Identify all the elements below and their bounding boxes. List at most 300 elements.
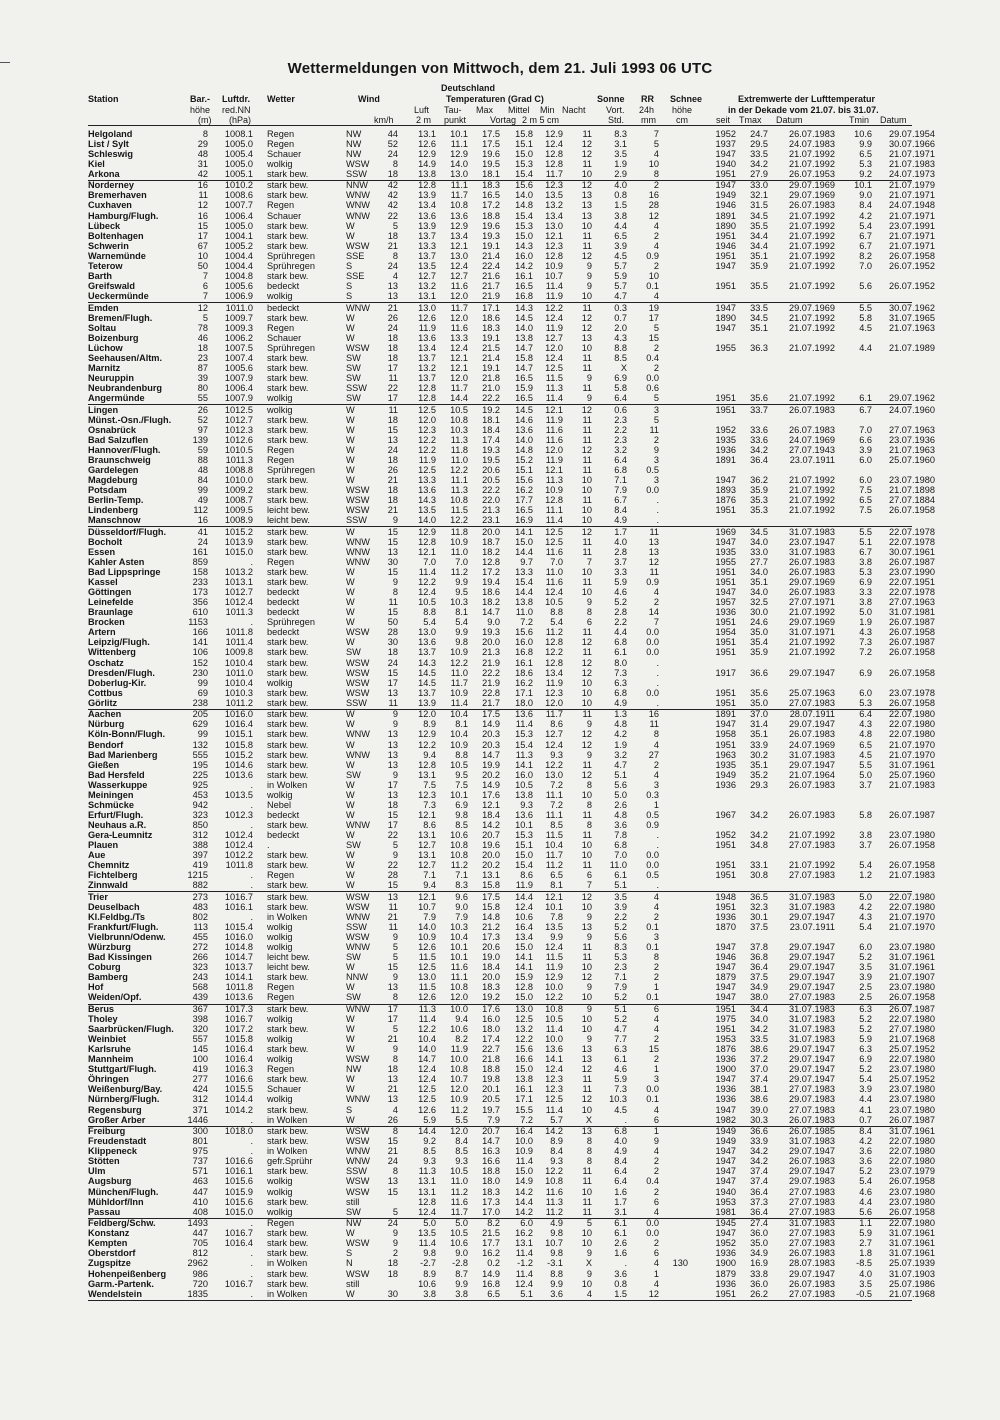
cell-height: 629 xyxy=(192,719,208,730)
cell-tmin: 5.2 xyxy=(859,1166,872,1177)
cell-tmin-date: 23.07.1980 xyxy=(889,1094,935,1105)
cell-min: 12.3 xyxy=(545,240,563,251)
cell-wind-dir: SSW xyxy=(346,1166,367,1177)
cell-night: 12 xyxy=(581,322,592,333)
cell-since: 1936 xyxy=(715,911,736,922)
cell-since: 1951 xyxy=(715,1288,736,1299)
cell-pressure: 1008.8 xyxy=(224,464,253,475)
cell-night: 9 xyxy=(586,393,592,403)
cell-air-temp: 12.7 xyxy=(418,840,436,850)
cell-since: 1900 xyxy=(715,1258,736,1269)
cell-rain: 8 xyxy=(653,952,659,963)
cell-dew-point: 5.5 xyxy=(455,1114,468,1125)
cell-mean: 16.4 xyxy=(515,922,533,932)
cell-max-prev: 19.9 xyxy=(482,759,500,770)
cell-min: 11.1 xyxy=(545,809,563,820)
cell-weather: stark bew. xyxy=(267,719,309,730)
cell-tmin-date: 27.07.1963 xyxy=(889,597,935,608)
cell-station: Regensburg xyxy=(88,1104,142,1115)
cell-station: List / Sylt xyxy=(88,138,129,149)
cell-rain: 1 xyxy=(653,1126,659,1137)
cell-mean: 15.6 xyxy=(515,475,533,485)
cell-night: 12 xyxy=(581,404,592,415)
cell-rain: 0.0 xyxy=(646,850,659,861)
cell-min: 12.1 xyxy=(545,230,563,241)
cell-night: 10 xyxy=(581,1024,592,1035)
table-row xyxy=(0,699,1000,709)
cell-max-prev: 14.2 xyxy=(482,819,500,830)
table-row xyxy=(0,1167,1000,1177)
cell-tmax-date: 27.07.1983 xyxy=(789,1104,835,1115)
cell-station: Münst.-Osn./Flugh. xyxy=(88,414,172,425)
cell-tmin: 1.2 xyxy=(859,870,872,881)
cell-tmin: 5.9 xyxy=(859,1228,872,1239)
cell-max-prev: 19.5 xyxy=(482,158,500,169)
cell-tmax-date: 26.07.1983 xyxy=(789,557,835,567)
cell-min: 12.8 xyxy=(545,148,563,159)
cell-dew-point: 11.2 xyxy=(450,1104,468,1115)
cell-height: 367 xyxy=(192,1004,208,1014)
cell-wind-dir: W xyxy=(346,607,355,618)
cell-pressure: 1007.5 xyxy=(224,342,253,353)
cell-sunshine: X xyxy=(620,362,627,373)
cell-station: Wasserkuppe xyxy=(88,779,148,790)
cell-pressure: 1017.2 xyxy=(224,1024,253,1035)
cell-tmax-date: 29.07.1947 xyxy=(789,1064,835,1075)
cell-tmax: 33.6 xyxy=(750,434,768,445)
cell-min: 9.9 xyxy=(550,1278,563,1289)
cell-night: 7 xyxy=(586,557,592,567)
cell-min: 9.8 xyxy=(550,1228,563,1239)
cell-night: 9 xyxy=(586,1004,592,1014)
cell-tmin: 3.3 xyxy=(859,587,872,598)
cell-air-temp: 12.1 xyxy=(418,546,436,557)
cell-night: 12 xyxy=(581,729,592,740)
cell-wind-speed: 18 xyxy=(387,485,398,496)
cell-night: 10 xyxy=(581,567,592,578)
cell-max-prev: 17.6 xyxy=(482,789,500,800)
header-wind: Wind xyxy=(358,94,380,104)
cell-tmax: 34.5 xyxy=(750,210,768,221)
cell-night: 12 xyxy=(581,312,592,323)
table-row xyxy=(0,406,1000,416)
header-seit: seit xyxy=(716,115,731,125)
cell-tmax: 37.0 xyxy=(750,709,768,720)
cell-tmin-date: 26.07.1987 xyxy=(889,617,935,628)
cell-dew-point: 3.8 xyxy=(455,1288,468,1299)
cell-night: 11 xyxy=(582,647,592,658)
cell-weather: stark bew. xyxy=(267,1248,309,1259)
cell-tmin: 3.7 xyxy=(859,779,872,790)
cell-sunshine: 6.5 xyxy=(614,230,627,241)
cell-wind-speed: 13 xyxy=(387,1094,398,1105)
cell-since: 1951 xyxy=(715,567,736,578)
cell-since: 1947 xyxy=(715,1228,736,1239)
table-row xyxy=(0,1280,1000,1290)
cell-wind-dir: WSW xyxy=(346,627,370,638)
cell-sunshine: 4.8 xyxy=(614,719,627,730)
cell-weather: stark bew. xyxy=(267,657,309,668)
cell-tmax: 35.1 xyxy=(750,729,768,740)
cell-tmin-date: 31.07.1961 xyxy=(889,962,935,973)
cell-weather: stark bew. xyxy=(267,168,309,179)
cell-air-temp: 12.2 xyxy=(418,434,436,445)
cell-pressure: 1015.6 xyxy=(224,1176,253,1187)
cell-pressure: 1008.6 xyxy=(224,190,253,201)
cell-tmax-date: 29.07.1947 xyxy=(789,759,835,770)
cell-air-temp: 12.4 xyxy=(418,1206,436,1217)
cell-dew-point: 11.7 xyxy=(450,382,468,393)
cell-tmax-date: 31.07.1983 xyxy=(789,901,835,912)
cell-min: 11.2 xyxy=(545,1206,563,1217)
cell-tmax-date: 29.07.1969 xyxy=(789,190,835,201)
cell-wind-speed: 13 xyxy=(387,1176,398,1187)
cell-wind-dir: W xyxy=(346,799,355,810)
cell-pressure: . xyxy=(250,1248,253,1259)
cell-wind-speed: 18 xyxy=(387,168,398,179)
cell-station: Weiden/Opf. xyxy=(88,992,142,1003)
cell-rain: 2 xyxy=(653,230,659,241)
cell-sunshine: 8.3 xyxy=(614,128,627,139)
cell-dew-point: 14.4 xyxy=(450,393,468,403)
cell-wind-speed: 4 xyxy=(392,1104,398,1115)
cell-weather: bedeckt xyxy=(267,627,300,638)
cell-tmin: 9.9 xyxy=(859,138,872,149)
cell-station: Frankfurt/Flugh. xyxy=(88,922,159,932)
cell-air-temp: 14.0 xyxy=(418,1044,436,1055)
table-row xyxy=(0,1198,1000,1208)
cell-dew-point: 11.0 xyxy=(450,454,468,465)
cell-min: 11.6 xyxy=(545,424,563,435)
cell-pressure: 1006.9 xyxy=(224,290,253,301)
cell-tmax-date: 21.07.1992 xyxy=(789,250,835,261)
cell-tmax: 34.8 xyxy=(750,840,768,850)
cell-wind-dir: W xyxy=(346,789,355,800)
cell-height: 1153 xyxy=(188,617,208,628)
cell-height: 48 xyxy=(197,464,208,475)
cell-tmin: 6.5 xyxy=(859,739,872,750)
cell-pressure: 1014.7 xyxy=(224,952,253,963)
cell-night: 10 xyxy=(581,850,592,861)
cell-since: 1963 xyxy=(715,749,736,760)
cell-since: 1951 xyxy=(715,1004,736,1014)
cell-pressure: 1011.8 xyxy=(225,982,253,993)
table-row xyxy=(0,963,1000,973)
cell-tmin: 4.5 xyxy=(859,749,872,760)
cell-min: 11.0 xyxy=(545,567,563,578)
cell-weather: in Wolken xyxy=(267,1146,308,1157)
cell-max-prev: 18.8 xyxy=(482,1166,500,1177)
table-row xyxy=(0,304,1000,314)
cell-air-temp: 13.7 xyxy=(418,687,436,698)
cell-dew-point: 7.0 xyxy=(455,557,468,567)
cell-weather: wolkig xyxy=(267,677,293,688)
cell-dew-point: 11.1 xyxy=(450,475,468,485)
cell-wind-speed: 13 xyxy=(387,891,398,902)
cell-mean: 15.3 xyxy=(515,220,533,231)
cell-tmin-date: 26.07.1987 xyxy=(889,557,935,567)
cell-tmin-date: 24.07.1948 xyxy=(889,200,935,211)
cell-weather: stark bew. xyxy=(267,577,309,588)
cell-mean: 11.9 xyxy=(515,880,533,891)
cell-rain: 7 xyxy=(653,128,659,139)
cell-rain: 11 xyxy=(649,719,659,730)
cell-tmax-date: 26.07.1983 xyxy=(789,1248,835,1259)
cell-tmax-date: 21.07.1964 xyxy=(789,769,835,780)
cell-since: 1951 xyxy=(715,647,736,658)
cell-height: 371 xyxy=(192,1104,208,1115)
cell-mean: 14.5 xyxy=(515,312,533,323)
cell-height: 1215 xyxy=(187,870,208,881)
cell-tmax-date: 21.07.1992 xyxy=(789,158,835,169)
cell-height: 408 xyxy=(192,1206,208,1217)
cell-wind-dir: NW xyxy=(346,1218,362,1229)
cell-wind-dir: WNW xyxy=(346,1156,370,1167)
cell-max-prev: 19.3 xyxy=(482,230,500,241)
cell-tmax-date: 28.07.1911 xyxy=(789,709,835,720)
cell-tmax-date: 21.07.1992 xyxy=(789,860,835,871)
cell-tmin-date: 29.07.1962 xyxy=(889,393,935,403)
cell-mean: 16.2 xyxy=(515,485,533,496)
cell-height: 46 xyxy=(197,332,208,343)
cell-max-prev: 18.2 xyxy=(482,546,500,557)
cell-max-prev: 17.5 xyxy=(482,128,500,139)
cell-weather: Regen xyxy=(267,200,295,211)
cell-mean: 12.4 xyxy=(515,901,533,912)
cell-tmax: 38.0 xyxy=(750,992,768,1003)
cell-tmax-date: 21.07.1992 xyxy=(789,260,835,271)
cell-height: 99 xyxy=(197,729,208,740)
cell-tmin: 6.9 xyxy=(859,667,872,678)
cell-mean: 16.5 xyxy=(515,372,533,383)
cell-wind-speed: 22 xyxy=(387,382,398,393)
cell-max-prev: 14.9 xyxy=(482,719,500,730)
cell-min: 10.0 xyxy=(545,982,563,993)
cell-station: Essen xyxy=(88,546,116,557)
cell-wind-speed: 15 xyxy=(387,880,398,891)
cell-dew-point: 10.4 xyxy=(450,709,468,720)
cell-pressure: 1013.9 xyxy=(224,536,253,547)
cell-night: 8 xyxy=(586,607,592,618)
cell-tmax: 34.5 xyxy=(750,526,768,537)
cell-tmax: 34.2 xyxy=(750,1156,768,1167)
cell-dew-point: 10.9 xyxy=(450,647,468,658)
cell-tmax: 35.2 xyxy=(750,769,768,780)
cell-mean: 15.3 xyxy=(515,158,533,169)
cell-tmin: 7.0 xyxy=(859,424,872,435)
header-luft1: Luftdr. xyxy=(222,94,250,104)
cell-tmin-date: 25.07.1960 xyxy=(889,769,935,780)
cell-height: 975 xyxy=(192,1146,208,1157)
cell-max-prev: 20.5 xyxy=(482,1094,500,1105)
cell-dew-point: 12.0 xyxy=(450,372,468,383)
cell-tmax: 34.2 xyxy=(750,1024,768,1035)
cell-tmax: 33.8 xyxy=(750,1268,768,1279)
cell-wind-speed: 30 xyxy=(387,557,398,567)
cell-tmax: 37.5 xyxy=(750,922,768,932)
cell-height: 447 xyxy=(192,1228,208,1239)
cell-dew-point: 12.9 xyxy=(450,220,468,231)
cell-wind-speed: 28 xyxy=(387,627,398,638)
cell-max-prev: 21.3 xyxy=(482,647,500,658)
cell-tmin-date: 22.07.1980 xyxy=(889,1218,935,1229)
cell-rain: 4 xyxy=(653,1278,659,1289)
cell-mean: 14.6 xyxy=(515,414,533,425)
table-row xyxy=(0,538,1000,548)
cell-dew-point: 10.5 xyxy=(450,1166,468,1177)
cell-tmax-date: 21.07.1992 xyxy=(789,495,835,506)
cell-wind-dir: SW xyxy=(346,352,361,363)
cell-dew-point: 8.3 xyxy=(455,880,468,891)
cell-air-temp: 13.1 xyxy=(418,290,436,301)
cell-night: X xyxy=(585,1258,592,1269)
cell-station: Artern xyxy=(88,627,116,638)
table-row xyxy=(0,648,1000,658)
cell-sunshine: 6.4 xyxy=(614,454,627,465)
cell-tmax-date: 26.07.1983 xyxy=(789,779,835,790)
cell-air-temp: 13.1 xyxy=(418,829,436,840)
cell-tmin-date: 25.07.1952 xyxy=(889,1074,935,1085)
cell-pressure: . xyxy=(250,779,253,790)
cell-tmin-date: 21.07.1968 xyxy=(889,1288,935,1299)
cell-sunshine: 7.3 xyxy=(614,667,627,678)
cell-min: 12.4 xyxy=(545,1064,563,1075)
cell-height: 610 xyxy=(192,607,208,618)
cell-pressure: 1004.8 xyxy=(224,270,253,281)
cell-sunshine: 6.7 xyxy=(614,495,627,506)
cell-wind-speed: 21 xyxy=(387,302,398,313)
cell-height: 152 xyxy=(192,657,208,668)
cell-sunshine: 1.7 xyxy=(614,526,627,537)
cell-sunshine: 2.9 xyxy=(614,168,627,179)
cell-wind-dir: W xyxy=(346,220,355,231)
cell-height: 29 xyxy=(197,138,208,149)
cell-dew-point: 10.1 xyxy=(450,128,468,139)
cell-pressure: . xyxy=(250,1288,253,1299)
cell-tmin: 8.4 xyxy=(859,1126,872,1137)
cell-station: Boltenhagen xyxy=(88,230,144,241)
cell-air-temp: 10.5 xyxy=(418,597,436,608)
cell-dew-point: 12.2 xyxy=(450,464,468,475)
cell-sunshine: 3.3 xyxy=(614,567,627,578)
cell-weather: stark bew. xyxy=(267,880,309,891)
cell-min: 13.5 xyxy=(545,922,563,932)
cell-weather: stark bew. xyxy=(267,1278,309,1289)
cell-tmax-date: 26.07.1983 xyxy=(789,1278,835,1289)
cell-tmin-date: 21.07.1971 xyxy=(889,230,935,241)
cell-tmax: 33.5 xyxy=(750,1034,768,1045)
cell-night: 11 xyxy=(582,709,592,720)
cell-rain: 19 xyxy=(648,302,659,313)
cell-air-temp: 14.5 xyxy=(418,667,436,678)
cell-min: 10.8 xyxy=(545,1004,563,1014)
cell-tmax-date: 26.07.1983 xyxy=(789,587,835,598)
cell-mean: 11.4 xyxy=(515,1248,533,1259)
cell-tmax-date: 21.07.1992 xyxy=(789,485,835,496)
cell-wind-speed: 18 xyxy=(387,647,398,658)
cell-air-temp: 5.0 xyxy=(423,1218,436,1229)
cell-weather: Sprühregen xyxy=(267,260,316,271)
cell-night: 11 xyxy=(582,860,592,871)
cell-min: 11.4 xyxy=(545,280,563,291)
cell-sunshine: 2.6 xyxy=(614,1238,627,1249)
cell-wind-speed: 13 xyxy=(387,739,398,750)
cell-air-temp: 12.8 xyxy=(418,759,436,770)
cell-wind-speed: 9 xyxy=(392,577,398,588)
cell-pressure: . xyxy=(250,1146,253,1157)
cell-dew-point: 9.6 xyxy=(455,891,468,902)
cell-weather: wolkig xyxy=(267,789,293,800)
cell-wind-dir: W xyxy=(346,739,355,750)
cell-tmax: 35.9 xyxy=(750,260,768,271)
cell-rain: . xyxy=(656,515,659,526)
cell-night: 7 xyxy=(586,880,592,891)
cell-station: Würzburg xyxy=(88,942,131,953)
cell-pressure: 1012.3 xyxy=(224,809,253,820)
cell-station: Cottbus xyxy=(88,687,123,698)
cell-tmin: 3.9 xyxy=(859,1084,872,1095)
cell-pressure: . xyxy=(250,1258,253,1269)
cell-min: 12.0 xyxy=(545,444,563,455)
cell-dew-point: 12.1 xyxy=(450,352,468,363)
cell-max-prev: 15.8 xyxy=(482,880,500,891)
cell-max-prev: 15.8 xyxy=(482,901,500,912)
cell-dew-point: 10.5 xyxy=(450,759,468,770)
page-title: Wettermeldungen von Mittwoch, dem 21. Juli 1993 06 UTC xyxy=(287,60,713,77)
cell-height: 925 xyxy=(192,779,208,790)
cell-max-prev: 7.9 xyxy=(487,1114,500,1125)
cell-weather: stark bew. xyxy=(267,536,309,547)
cell-sunshine: 7.0 xyxy=(614,850,627,861)
cell-rain: 1 xyxy=(653,982,659,993)
cell-since: 1940 xyxy=(715,1186,736,1197)
header-cm: 2 m 5 cm xyxy=(522,115,560,125)
cell-height: 55 xyxy=(197,393,208,403)
cell-max-prev: 19.5 xyxy=(482,454,500,465)
cell-tmax: 37.4 xyxy=(750,1074,768,1085)
cell-night: 6 xyxy=(586,617,592,628)
cell-wind-speed: 18 xyxy=(387,352,398,363)
cell-wind-dir: W xyxy=(346,414,355,425)
cell-sunshine: 11.0 xyxy=(609,860,627,871)
header-tmax: Tmax xyxy=(739,115,762,125)
cell-tmax-date: 24.07.1969 xyxy=(789,434,835,445)
cell-tmax: 34.2 xyxy=(750,1146,768,1157)
table-row xyxy=(0,364,1000,374)
cell-night: 8 xyxy=(586,1146,592,1157)
cell-dew-point: 8.1 xyxy=(455,719,468,730)
cell-tmax-date: 26.07.1983 xyxy=(789,424,835,435)
cell-wind-speed: 22 xyxy=(387,210,398,221)
cell-station: Bremen/Flugh. xyxy=(88,312,153,323)
cell-since: 1890 xyxy=(715,312,736,323)
cell-wind-speed: 18 xyxy=(387,495,398,506)
table-row xyxy=(0,831,1000,841)
cell-tmax: 34.9 xyxy=(750,982,768,993)
cell-max-prev: 20.0 xyxy=(482,637,500,648)
cell-mean: 14.2 xyxy=(515,260,533,271)
cell-tmax-date: 26.07.1983 xyxy=(789,1156,835,1167)
cell-mean: 10.9 xyxy=(515,1146,533,1157)
cell-rain: 17 xyxy=(648,312,659,323)
cell-air-temp: 13.5 xyxy=(418,1228,436,1239)
cell-mean: 11.4 xyxy=(515,719,533,730)
cell-dew-point: 12.2 xyxy=(450,657,468,668)
cell-dew-point: 11.0 xyxy=(450,667,468,678)
cell-station: Neubrandenburg xyxy=(88,382,163,393)
cell-tmax: 35.9 xyxy=(750,647,768,658)
cell-weather: bedeckt xyxy=(267,280,300,291)
